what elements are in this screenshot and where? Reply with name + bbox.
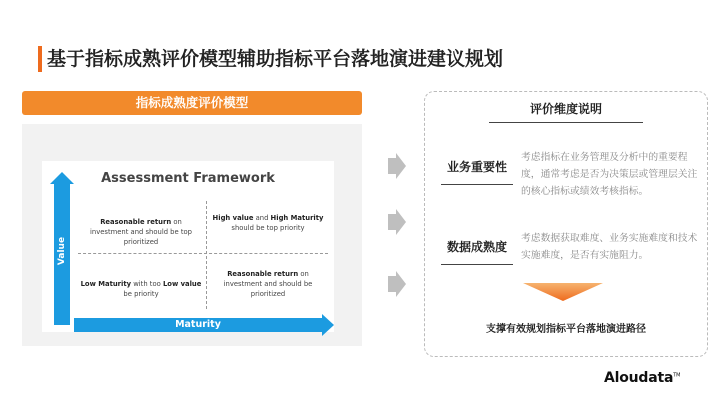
- framework-title: Assessment Framework: [101, 171, 275, 186]
- assessment-framework: [42, 161, 334, 332]
- dimension-description: 考虑指标在业务管理及分析中的重要程度，通常考虑是否为决策层或管理层关注的核心指标或绩效考核指标。: [521, 152, 698, 197]
- quadrant-divider-vertical: [206, 201, 207, 309]
- dimension-underline: [441, 184, 513, 185]
- quadrant-top-left: Reasonable return on investment and should be top prioritized: [90, 218, 192, 246]
- dimension-panel-title: 评价维度说明: [529, 102, 602, 116]
- page-title: 基于指标成熟评价模型辅助指标平台落地演进建议规划: [47, 48, 504, 70]
- dimension-name: 业务重要性: [446, 160, 507, 174]
- dimension-panel: [424, 91, 708, 357]
- maturity-axis-label: Maturity: [175, 319, 221, 330]
- dimension-description: 考虑数据获取难度、业务实施难度和技术实施难度，是否有实施阻力。: [521, 233, 698, 261]
- model-header: 指标成熟度评价模型: [22, 91, 362, 115]
- down-arrow-icon: [523, 283, 603, 301]
- title-accent-bar: [38, 46, 42, 72]
- value-axis-label: Value: [57, 236, 67, 266]
- dimension-name: 数据成熟度: [446, 240, 507, 254]
- quadrant-divider-horizontal: [78, 253, 328, 254]
- chevron-right-icon: [388, 209, 406, 235]
- aloudata-logo: Aloudata™: [604, 370, 681, 386]
- chevron-right-icon: [388, 271, 406, 297]
- title-underline: [489, 122, 643, 123]
- chevron-right-icon: [388, 153, 406, 179]
- quadrant-top-right: High value and High Maturity should be top priority: [212, 214, 324, 232]
- conclusion-text: 支撑有效规划指标平台落地演进路径: [486, 324, 646, 335]
- quadrant-bottom-right: Reasonable return on investment and should be prioritized: [223, 270, 313, 298]
- dimension-underline: [441, 264, 513, 265]
- framework-panel: [22, 124, 362, 346]
- maturity-axis-arrow: [74, 318, 322, 332]
- quadrant-bottom-left: Low Maturity with too Low value be priority: [80, 280, 202, 298]
